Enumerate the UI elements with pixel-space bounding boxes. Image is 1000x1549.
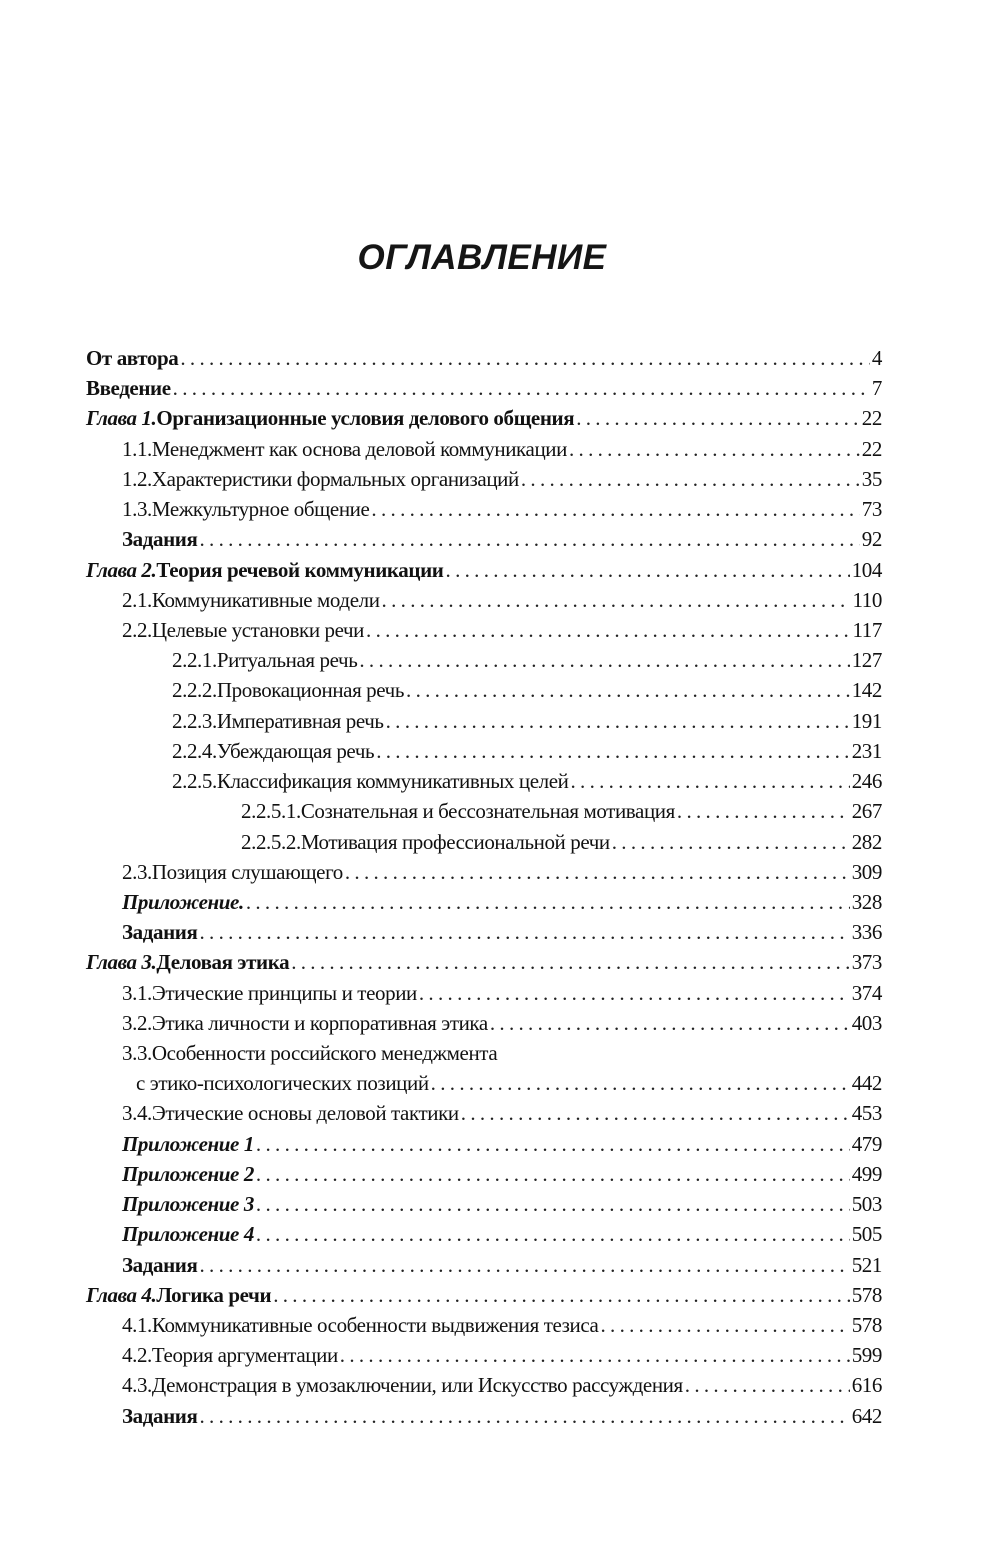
toc-entry-title: Этические основы деловой тактики [151,1101,459,1126]
toc-dot-leader [406,675,850,705]
toc-entry [86,947,882,977]
toc-dot-leader [600,1310,849,1340]
toc-page-number: 373 [851,950,882,975]
toc-entry-title: Организационные условия делового общения [156,406,575,431]
toc-entry-number: 1.2. [122,466,152,491]
toc-dot-leader [419,978,850,1008]
toc-dot-leader [256,1189,850,1219]
toc-entry [86,857,882,887]
toc-page-number: 336 [851,920,882,945]
toc-entry-number: 4.3. [122,1373,152,1398]
toc-entry [86,343,882,373]
toc-dot-leader [371,494,859,524]
toc-chapter-prefix: Глава 3. [86,950,157,975]
toc-page-number: 22 [861,436,882,461]
toc-entry-title: Приложение 2 [122,1161,254,1186]
toc-entry-number: 2.2.4. [172,738,217,763]
toc-entry-title: с этико-психологических позиций [135,1071,429,1096]
toc-entry [86,1401,882,1431]
toc-entry [86,615,882,645]
toc-entry-number: 4.2. [122,1343,152,1368]
toc-entry-number: 2.2.3. [172,708,217,733]
toc-dot-leader [256,1159,850,1189]
toc-dot-leader [376,736,850,766]
toc-entry-title: Этика личности и корпоративная этика [151,1010,488,1035]
toc-entry-title: Характеристики формальных организаций [151,466,519,491]
toc-entry-number: 2.2.1. [172,648,217,673]
toc-page-number: 142 [851,678,882,703]
toc-page-number: 499 [851,1161,882,1186]
toc-dot-leader [345,857,850,887]
toc-page-number: 616 [851,1373,882,1398]
toc-page-number: 328 [851,889,882,914]
toc-chapter-prefix: Глава 1. [86,406,157,431]
toc-entry [86,1008,882,1038]
toc-dot-leader [685,1370,850,1400]
toc-entry [86,555,882,585]
toc-entry-title: Введение [86,376,171,401]
toc-entry-number: 2.2.5.1. [241,799,301,824]
toc-dot-leader [180,343,870,373]
toc-entry [86,1159,882,1189]
toc-page-number: 191 [851,708,882,733]
toc-entry-title: Демонстрация в умозаключении, или Искусство рассуждения [151,1373,683,1398]
toc-entry [86,1038,882,1068]
toc-entry-title: Межкультурное общение [151,497,370,522]
toc-entry-number: 2.1. [122,587,152,612]
toc-entry [86,1068,882,1098]
toc-entry-title: Целевые установки речи [151,617,365,642]
toc-page-number: 22 [861,406,882,431]
toc-dot-leader [246,887,850,917]
toc-entry-title: Коммуникативные особенности выдвижения тезиса [151,1313,599,1337]
toc-entry-title: Мотивация профессиональной речи [300,829,610,854]
toc-dot-leader [199,917,849,947]
toc-entry [86,917,882,947]
toc-dot-leader [366,615,850,645]
toc-entry [86,524,882,554]
toc-entry-number: 2.2.2. [172,678,217,703]
toc-page-number: 127 [851,648,882,673]
toc-entry-title: Задания [122,527,198,552]
toc-entry [86,464,882,494]
toc-page-number: 104 [851,557,882,582]
toc-dot-leader [256,1129,850,1159]
toc-page-number: 505 [851,1222,882,1247]
toc-entry-title: Особенности российского менеджмента [151,1041,498,1066]
toc-chapter-prefix: Глава 4. [86,1282,157,1307]
toc-entry [86,434,882,464]
toc-entry [86,1129,882,1159]
toc-entry [86,827,882,857]
toc-page-number: 521 [851,1252,882,1277]
toc-entry-title: Задания [122,1252,198,1277]
toc-entry-title: Приложение 1 [122,1131,254,1156]
toc-entry-title: Провокационная речь [216,678,405,703]
toc-entry-title: Деловая этика [156,950,290,975]
toc-page-number: 374 [851,980,882,1005]
toc-dot-leader [173,373,870,403]
toc-entry-number: 2.3. [122,859,152,884]
page-title: ОГЛАВЛЕНИЕ [357,238,607,277]
toc-entry-title: Ритуальная речь [216,648,358,673]
toc-entry [86,645,882,675]
toc-entry-title: Этические принципы и теории [151,980,417,1005]
toc-dot-leader [461,1098,850,1128]
toc-page-number: 442 [851,1071,882,1096]
toc-entry-number: 3.1. [122,980,152,1005]
toc-entry [86,675,882,705]
toc-page-number: 453 [851,1101,882,1126]
toc-entry-number: 3.4. [122,1101,152,1126]
toc-entry-title: Приложение 4 [122,1222,254,1247]
toc-entry [86,1370,882,1400]
toc-page-number: 267 [851,799,882,824]
toc-dot-leader [273,1280,849,1310]
toc-entry [86,978,882,1008]
toc-entry [86,796,882,826]
toc-page-number: 642 [851,1403,882,1428]
toc-dot-leader [446,555,850,585]
table-of-contents [86,343,882,1431]
toc-entry [86,1280,882,1310]
toc-entry-title: Логика речи [156,1282,272,1307]
toc-page-number: 479 [851,1131,882,1156]
toc-dot-leader [521,464,860,494]
toc-dot-leader [386,706,850,736]
toc-page-number: 309 [851,859,882,884]
toc-entry [86,494,882,524]
toc-dot-leader [199,1250,849,1280]
toc-entry-title: Позиция слушающего [151,859,343,884]
toc-entry-title: Коммуникативные модели [151,587,380,612]
toc-page-number: 599 [851,1343,882,1368]
toc-chapter-prefix: Глава 2. [86,557,157,582]
toc-entry-title: Теория речевой коммуникации [156,557,444,582]
toc-page-number: 403 [851,1010,882,1035]
toc-entry [86,403,882,433]
toc-entry-number: 2.2. [122,617,152,642]
toc-dot-leader [382,585,851,615]
toc-page-number: 117 [852,617,882,642]
toc-page-number: 503 [851,1192,882,1217]
toc-entry-title: Сознательная и бессознательная мотивация [300,799,675,824]
toc-page-number: 35 [861,466,882,491]
toc-entry [86,1189,882,1219]
toc-entry [86,1340,882,1370]
toc-entry-title: Менеджмент как основа деловой коммуникации [151,436,567,461]
toc-entry-title: Приложение. [122,889,244,914]
toc-entry-number: 3.3. [122,1041,152,1066]
toc-dot-leader [612,827,850,857]
toc-entry-title: Приложение 3 [122,1192,254,1217]
toc-entry [86,373,882,403]
toc-entry [86,887,882,917]
toc-dot-leader [490,1008,850,1038]
toc-page-number: 246 [851,769,882,794]
toc-page-number: 231 [851,738,882,763]
toc-page-number: 282 [851,829,882,854]
toc-entry-title: Императивная речь [216,708,384,733]
toc-dot-leader [256,1219,850,1249]
toc-entry [86,1219,882,1249]
toc-entry [86,1098,882,1128]
toc-dot-leader [199,524,859,554]
toc-entry-number: 1.1. [122,436,152,461]
toc-entry [86,706,882,736]
toc-dot-leader [199,1401,849,1431]
toc-entry [86,766,882,796]
toc-entry-number: 3.2. [122,1010,152,1035]
toc-dot-leader [569,434,860,464]
toc-entry-number: 2.2.5.2. [241,829,301,854]
toc-entry-title: Классификация коммуникативных целей [216,769,569,794]
toc-page-number: 4 [871,346,882,370]
toc-entry-number: 2.2.5. [172,769,217,794]
toc-entry-title: От автора [86,346,179,370]
toc-entry-number: 1.3. [122,497,152,522]
toc-dot-leader [340,1340,850,1370]
toc-entry [86,1310,882,1340]
toc-page-number: 578 [851,1282,882,1307]
toc-entry-title: Теория аргументации [151,1343,338,1368]
toc-entry [86,736,882,766]
toc-entry [86,1250,882,1280]
toc-page-number: 578 [851,1313,882,1337]
toc-entry-title: Задания [122,1403,198,1428]
toc-dot-leader [359,645,849,675]
toc-entry-number: 4.1. [122,1313,152,1337]
toc-page-number: 110 [852,587,882,612]
toc-page-number: 92 [861,527,882,552]
toc-dot-leader [570,766,849,796]
toc-page-number: 73 [861,497,882,522]
toc-page-number: 7 [871,376,882,401]
toc-entry-title: Задания [122,920,198,945]
toc-entry-title: Убеждающая речь [216,738,375,763]
toc-entry [86,585,882,615]
toc-dot-leader [291,947,849,977]
toc-dot-leader [431,1068,850,1098]
toc-dot-leader [677,796,850,826]
toc-dot-leader [576,403,860,433]
